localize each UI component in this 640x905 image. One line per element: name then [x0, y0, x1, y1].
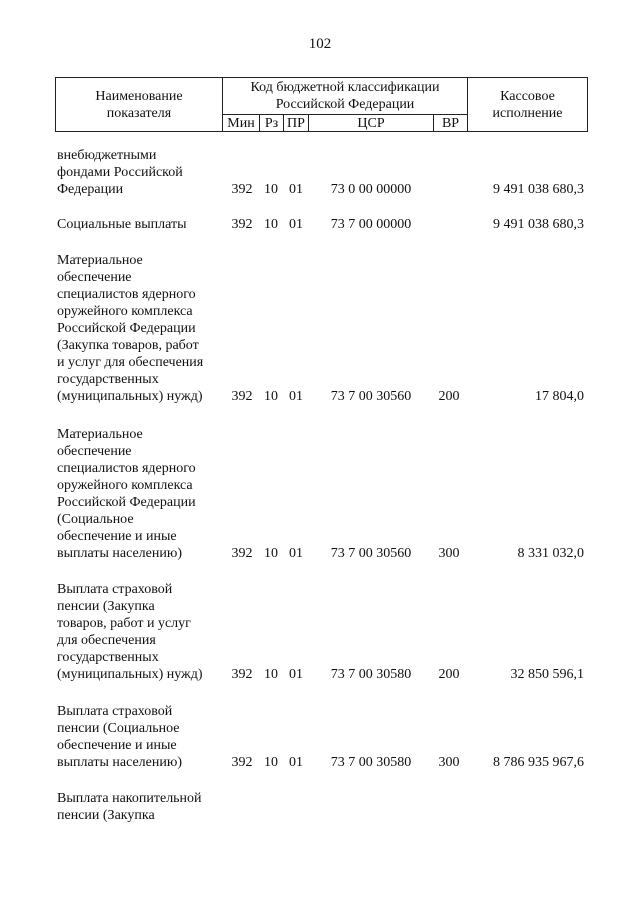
row-name: Социальные выплаты [57, 217, 187, 232]
cell-pr: 01 [289, 667, 303, 682]
row-name: Выплата страховой пенсии (Закупка товаров, работ и услуг для обеспечения государственных (муниципальных) нужд) [57, 582, 203, 682]
header-vr: ВР [441, 115, 460, 131]
table-row [0, 703, 640, 771]
cell-csr: 73 7 00 30580 [330, 667, 412, 682]
cell-min: 392 [231, 546, 253, 561]
cell-rz: 10 [264, 182, 278, 197]
cell-amount: 9 491 038 680,3 [493, 182, 584, 197]
cell-amount: 8 331 032,0 [517, 546, 584, 561]
cell-vr: 300 [438, 755, 460, 770]
cell-csr: 73 7 00 30560 [330, 389, 412, 404]
row-name: Выплата накопительной пенсии (Закупка [57, 791, 202, 823]
header-rz: Рз [264, 115, 279, 131]
header-amount-column: Кассовое исполнение [492, 88, 563, 121]
table-header [55, 77, 588, 132]
cell-min: 392 [231, 182, 253, 197]
table-row [0, 147, 640, 198]
cell-vr: 300 [438, 546, 460, 561]
cell-pr: 01 [289, 755, 303, 770]
table-row [0, 216, 640, 233]
cell-amount: 17 804,0 [535, 389, 584, 404]
cell-min: 392 [231, 667, 253, 682]
cell-amount: 9 491 038 680,3 [493, 217, 584, 232]
cell-csr: 73 7 00 00000 [330, 217, 412, 232]
cell-min: 392 [231, 217, 253, 232]
cell-amount: 8 786 935 967,6 [493, 755, 584, 770]
cell-rz: 10 [264, 755, 278, 770]
cell-vr: 200 [438, 389, 460, 404]
table-row [0, 790, 640, 824]
cell-pr: 01 [289, 389, 303, 404]
cell-rz: 10 [264, 667, 278, 682]
header-min: Мин [227, 115, 255, 131]
cell-pr: 01 [289, 182, 303, 197]
page-number: 102 [308, 36, 332, 52]
table-row [0, 581, 640, 683]
row-name: Материальное обеспечение специалистов ядерного оружейного комплекса Российской Федерации (Закупка товаров, работ и услуг для обеспечения государственных (муниципальных) нужд) [57, 253, 204, 404]
cell-csr: 73 7 00 30560 [330, 546, 412, 561]
cell-vr: 200 [438, 667, 460, 682]
cell-rz: 10 [264, 217, 278, 232]
table-row [0, 426, 640, 562]
cell-min: 392 [231, 755, 253, 770]
row-name: Выплата страховой пенсии (Социальное обеспечение и иные выплаты населению) [57, 704, 182, 770]
cell-pr: 01 [289, 546, 303, 561]
cell-amount: 32 850 596,1 [510, 667, 584, 682]
cell-csr: 73 0 00 00000 [330, 182, 412, 197]
cell-min: 392 [231, 389, 253, 404]
header-code-group: Код бюджетной классификации Российской Федерации [250, 80, 440, 112]
header-pr: ПР [287, 115, 305, 131]
cell-csr: 73 7 00 30580 [330, 755, 412, 770]
row-name: внебюджетными фондами Российской Федерации [57, 148, 183, 197]
cell-rz: 10 [264, 546, 278, 561]
cell-pr: 01 [289, 217, 303, 232]
table-row [0, 252, 640, 405]
header-csr: ЦСР [357, 115, 385, 131]
cell-rz: 10 [264, 389, 278, 404]
row-name: Материальное обеспечение специалистов ядерного оружейного комплекса Российской Федерации (Социальное обеспечение и иные выплаты населению) [57, 427, 196, 561]
header-name-column: Наименование показателя [95, 88, 183, 121]
